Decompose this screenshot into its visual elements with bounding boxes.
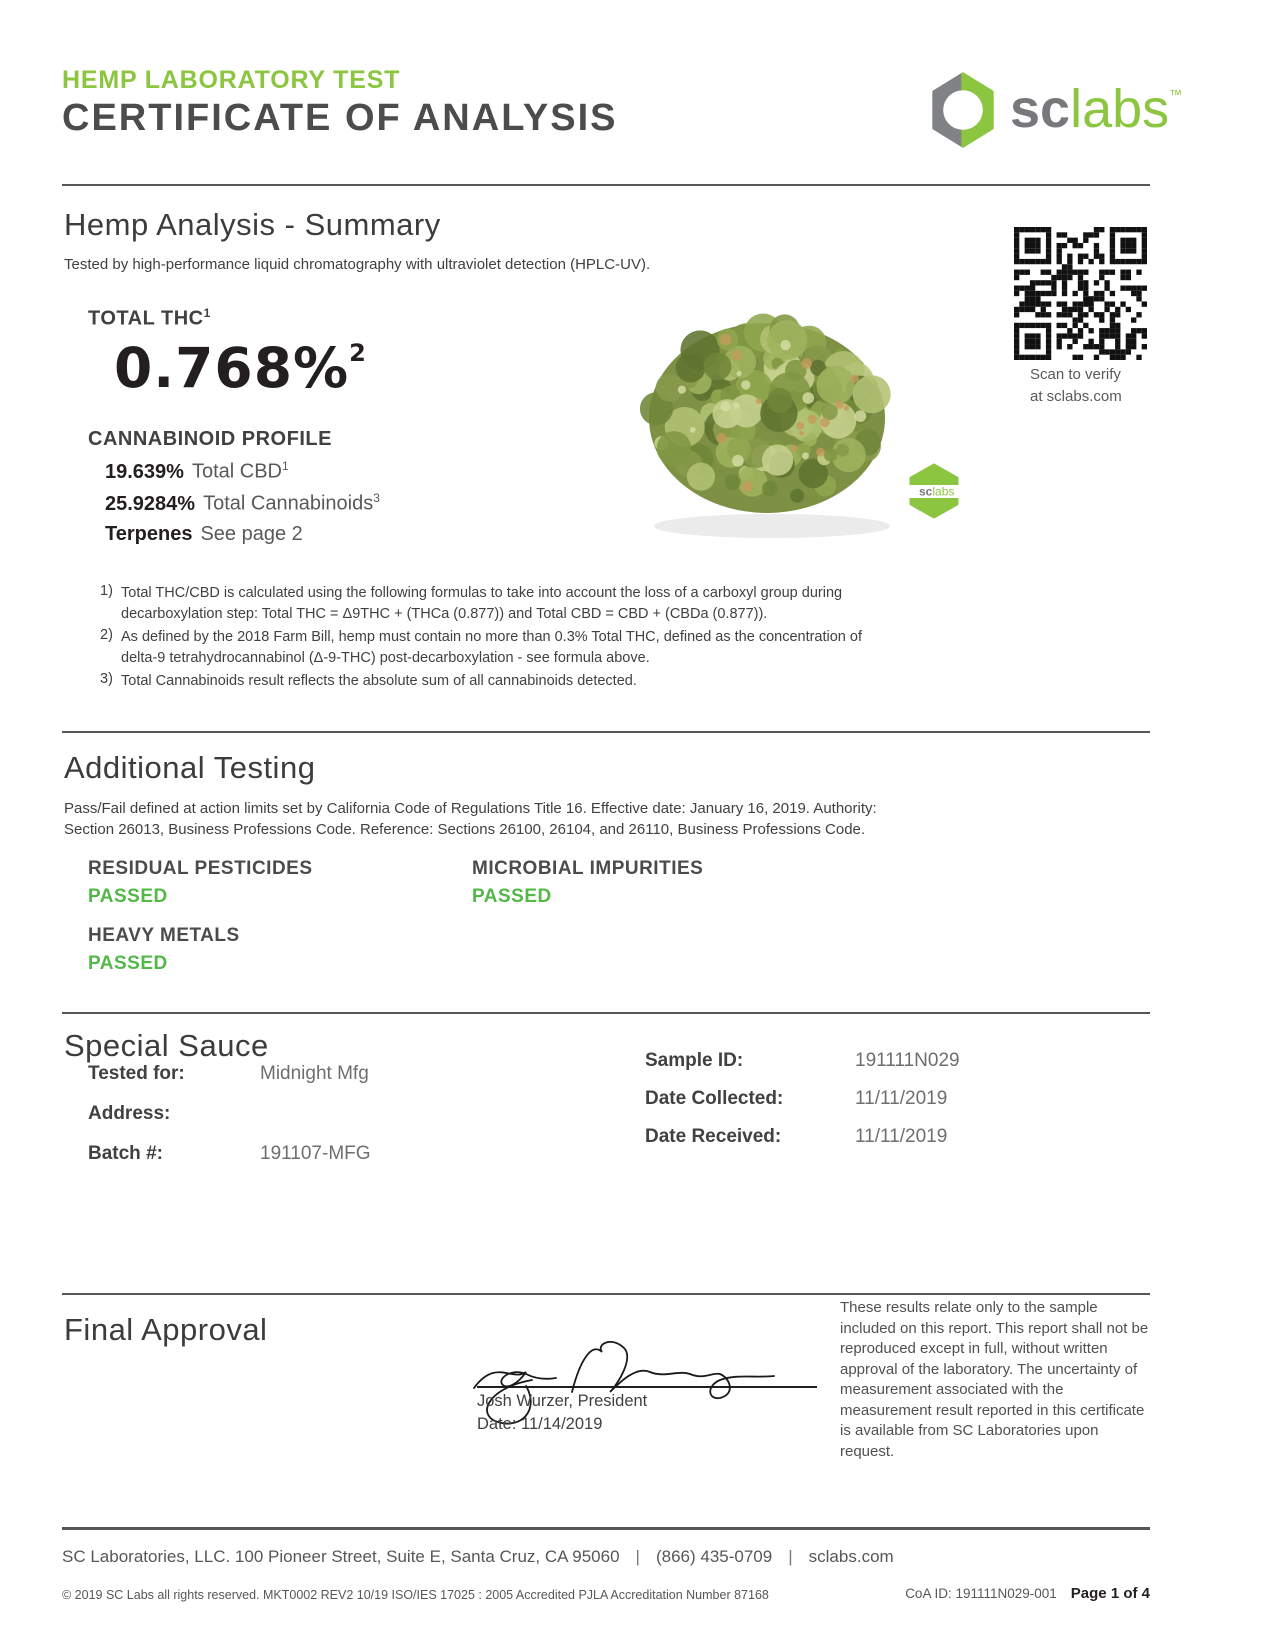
sample-id-value: 191111N029 <box>855 1050 960 1071</box>
test-name-microbial-impurities: MICROBIAL IMPURITIES <box>472 858 704 879</box>
date-collected-value: 11/11/2019 <box>855 1088 948 1109</box>
footer-coa-block <box>905 1585 1150 1602</box>
qr-caption-line1: Scan to verify <box>1030 366 1121 383</box>
footer-pipe-2: | <box>788 1547 793 1566</box>
page-number: Page 1 of 4 <box>1070 1585 1150 1602</box>
summary-section-title: Hemp Analysis - Summary <box>64 207 441 242</box>
tested-for-label: Tested for: <box>88 1063 185 1084</box>
footer-divider <box>62 1527 1150 1530</box>
profile-item-terpenes <box>105 523 303 546</box>
tested-for-value: Midnight Mfg <box>260 1063 369 1084</box>
terpenes-label: Terpenes <box>105 523 193 545</box>
test-name-heavy-metals: HEAVY METALS <box>88 925 240 946</box>
total-thc-value-footnote-marker: 2 <box>349 339 367 367</box>
verification-qr-code <box>1014 227 1147 360</box>
additional-testing-intro-line1: Pass/Fail defined at action limits set by California Code of Regulations Title 16. Effective date: January 16, 2019. Authority: <box>64 800 877 817</box>
footer-contact-line <box>62 1547 894 1567</box>
sclabs-hexagon-logo-icon <box>930 72 996 153</box>
test-type-kicker: HEMP LABORATORY TEST <box>62 66 401 94</box>
final-approval-title: Final Approval <box>64 1312 268 1347</box>
sclabs-wordmark <box>1010 79 1183 139</box>
footnote-2-number: 2) <box>100 627 113 643</box>
sample-id-label: Sample ID: <box>645 1050 744 1071</box>
total-cannabinoids-footnote-marker: 3 <box>373 491 380 505</box>
batch-number-value: 191107-MFG <box>260 1143 371 1164</box>
footer-phone: (866) 435-0709 <box>655 1547 773 1566</box>
total-cannabinoids-label: Total Cannabinoids <box>203 492 374 515</box>
additional-testing-divider <box>62 731 1150 733</box>
date-received-value: 11/11/2019 <box>855 1126 948 1147</box>
sclabs-stamp-icon <box>905 462 963 520</box>
test-result-microbial-impurities: PASSED <box>472 886 552 907</box>
total-cannabinoids-value: 25.9284% <box>105 492 196 515</box>
sample-bud-photo <box>622 298 917 548</box>
additional-testing-intro-line2: Section 26013, Business Professions Code. Reference: Sections 26100, 26104, and 26110, Business Professions Code. <box>64 821 866 838</box>
date-received-label: Date Received: <box>645 1126 782 1147</box>
logo-sc-text: sc <box>1010 79 1071 139</box>
test-result-residual-pesticides: PASSED <box>88 886 168 907</box>
date-collected-label: Date Collected: <box>645 1088 784 1109</box>
header-divider <box>62 184 1150 186</box>
signature-date: Date: 11/14/2019 <box>477 1415 603 1433</box>
qr-caption-line2: at sclabs.com <box>1030 388 1122 405</box>
footnote-3-number: 3) <box>100 671 113 687</box>
footnote-1-number: 1) <box>100 583 113 599</box>
total-thc-label-text: TOTAL THC <box>88 307 204 330</box>
additional-testing-title: Additional Testing <box>64 750 316 785</box>
batch-number-label: Batch #: <box>88 1143 163 1164</box>
final-approval-divider <box>62 1293 1150 1295</box>
total-thc-label-footnote-marker: 1 <box>203 306 211 320</box>
total-thc-label <box>88 306 211 331</box>
summary-subtitle: Tested by high-performance liquid chromatography with ultraviolet detection (HPLC-UV). <box>64 256 651 273</box>
test-result-heavy-metals: PASSED <box>88 953 168 974</box>
cannabinoid-profile-title: CANNABINOID PROFILE <box>88 428 332 450</box>
footnote-3-text: Total Cannabinoids result reflects the absolute sum of all cannabinoids detected. <box>121 673 637 689</box>
logo-labs-text: labs <box>1070 79 1170 139</box>
total-cbd-footnote-marker: 1 <box>282 459 289 473</box>
total-thc-value-text: 0.768% <box>114 336 350 400</box>
coa-id: CoA ID: 191111N029-001 <box>905 1586 1057 1601</box>
profile-item-total-cannabinoids <box>105 491 380 516</box>
footnote-1-text: Total THC/CBD is calculated using the following formulas to take into account the loss of a carboxyl group during decarboxylation step: Total THC = Δ9THC + (THCa (0.877)) and Total CBD = CBD + (CBDa (0.877)). <box>121 585 843 622</box>
footer-pipe-1: | <box>635 1547 640 1566</box>
footnote-2-text: As defined by the 2018 Farm Bill, hemp must contain no more than 0.3% Total THC, defined as the concentration of delta-9 tetrahydrocannabinol (Δ-9-THC) post-decarboxylation - see formula above. <box>121 629 862 666</box>
sample-section-divider <box>62 1012 1150 1014</box>
total-cbd-label: Total CBD <box>191 460 282 483</box>
signer-name: Josh Wurzer, President <box>477 1392 648 1410</box>
test-name-residual-pesticides: RESIDUAL PESTICIDES <box>88 858 313 879</box>
sample-name-title: Special Sauce <box>64 1028 269 1063</box>
total-thc-value <box>114 336 367 400</box>
total-cbd-value: 19.639% <box>105 460 184 483</box>
footer-legal-text: © 2019 SC Labs all rights reserved. MKT0002 REV2 10/19 ISO/IES 17025 : 2005 Accredited PJLA Accreditation Number 87168 <box>62 1588 769 1602</box>
results-disclaimer: These results relate only to the sample included on this report. This report shall not be reproduced except in full, without written approval of the laboratory. The uncertainty of measurement associated with the measurement result reported in this certificate is available from SC Laboratories upon request. <box>840 1299 1149 1460</box>
terpenes-note: See page 2 <box>200 523 303 545</box>
logo-trademark: ™ <box>1169 87 1183 102</box>
footer-website: sclabs.com <box>808 1547 894 1566</box>
profile-item-total-cbd <box>105 459 289 484</box>
address-label: Address: <box>88 1103 171 1124</box>
page-title: CERTIFICATE OF ANALYSIS <box>62 97 618 139</box>
footer-address: SC Laboratories, LLC. 100 Pioneer Street, Suite E, Santa Cruz, CA 95060 <box>62 1547 620 1566</box>
svg-text:sclabs: sclabs <box>919 484 955 499</box>
